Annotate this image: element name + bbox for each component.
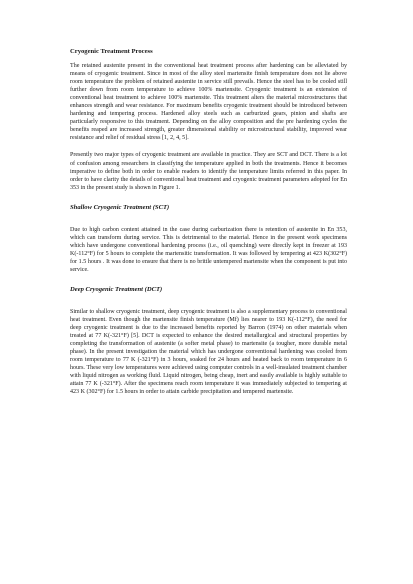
section-title-cryogenic-treatment-process: Cryogenic Treatment Process (70, 48, 153, 55)
section-title-sct: Shallow Cryogenic Treatment (SCT) (70, 203, 170, 211)
paragraph-treatment-types: Presently two major types of cryogenic treatment are available in practice. They are SCT and DCT. There is a lot of confusion among researchers in classifying the temperature applied in both the treatments. Hence it becomes imperative to define both in order to enable readers to identify the temperature limits referred in this paper. In order to have clarity the details of conventional heat treatment and cryogenic treatment parameters adopted for En 353 in the present study is shown in Figure 1. (70, 152, 347, 191)
paragraph-retained-austenite: The retained austenite present in the conventional heat treatment process after hardening can be alleviated by means of cryogenic treatment. Since in most of the alloy steel martensite finish temperature does not lie above room temperature the problem of retained austenite in service still prevails. Hence the steel has to be cooled still further down from room temperature to achieve 100% martensite. Cryogenic treatment is an extension of conventional heat treatment to achieve 100% martensite. This treatment alters the material microstructures that enhances strength and wear resistance. For maximum benefits cryogenic treatment should be introduced between hardening and tempering process. Hardened alloy steels such as carburized gears, pinion and shafts are particularly responsive to this treatment. Depending on the alloy composition and the pre hardening cycles the benefits reaped are increased strength, greater dimensional stability or microstructural stability, improved wear resistance and relief of residual stress [1, 2, 4, 5]. (70, 63, 347, 142)
section-title-dct: Deep Cryogenic Treatment (DCT) (70, 285, 163, 293)
paragraph-sct: Due to high carbon content attained in the case during carburization there is retention of austenite in En 353, which can transform during service. This is detrimental to the material. Hence in the present work specimens which have undergone conventional hardening process (i.e., oil quenching) were directly kept in freezer at 193 K(-112°F) for 5 hours to complete the martensitic transformation. It was followed by tempering at 423 K(302°F) for 1.5 hours . It was done to ensure that there is no brittle untempered martensite when the component is put into service. (70, 226, 347, 273)
paragraph-dct: Similar to shallow cryogenic treatment, deep cryogenic treatment is also a supplementary process to conventional heat treatment. Even though the martensite finish temperature (Mf) lies nearer to 193 K(-112°F), the need for deep cryogenic treatment is due to the increased benefits reported by Barron (1974) on other materials when treated at 77 K(-321°F) [5]. DCT is expected to enhance the desired metallurgical and structural properties by completing the transformation of austenite (a softer metal phase) to martensite (a tougher, more durable metal phase). In the present investigation the material which has undergone conventional hardening was cooled from room temperature to 77 K (-321°F) in 3 hours, soaked for 24 hours and heated back to room temperature in 6 hours. These very low temperatures were achieved using computer controls in a well-insulated treatment chamber with liquid nitrogen as working fluid. Liquid nitrogen, being cheap, inert and easily available is highly suitable to attain 77 K (-321°F). After the specimens reach room temperature it was immediately subjected to tempering at 423 K (302°F) for 1.5 hours in order to attain carbide precipitation and tempered martensite. (70, 308, 347, 396)
document-page (70, 48, 347, 397)
